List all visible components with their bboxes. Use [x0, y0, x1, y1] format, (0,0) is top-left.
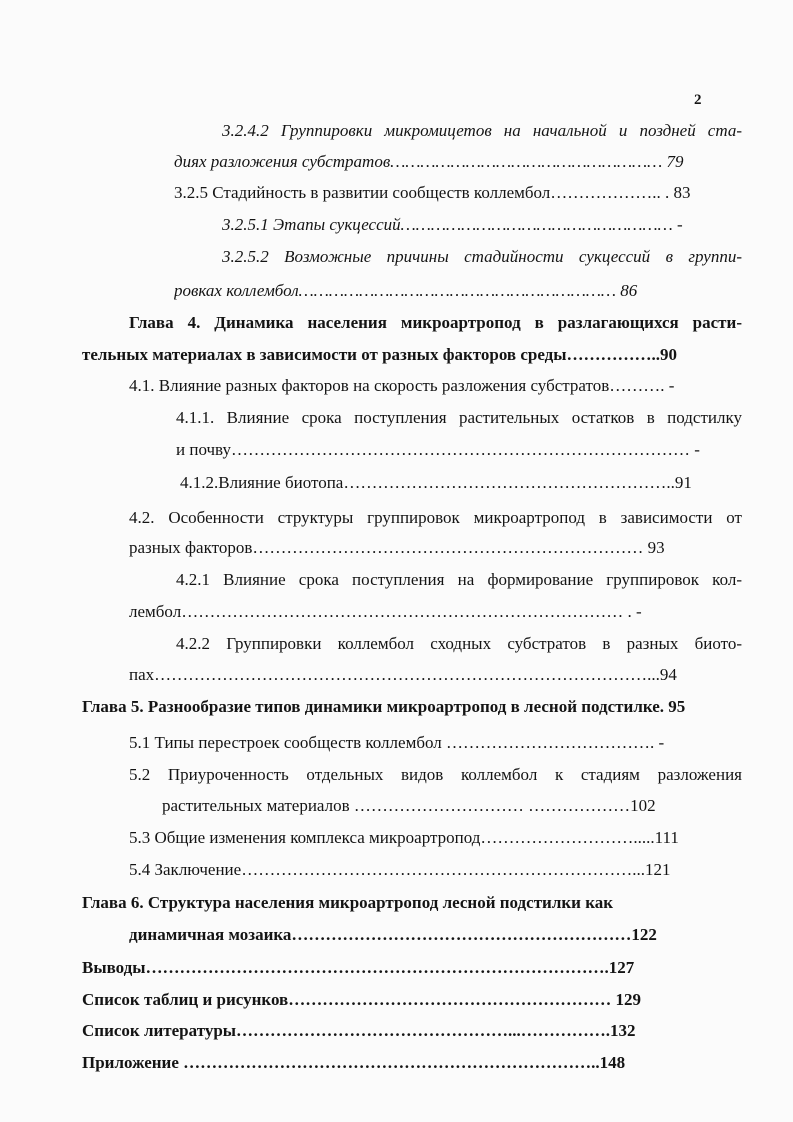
- toc-line: 5.1 Типы перестроек сообществ коллембол ………………………………. -: [129, 733, 665, 752]
- toc-line: Список таблиц и рисунков………………………………………………… 129: [82, 990, 641, 1009]
- toc-line: 3.2.5 Стадийность в развитии сообществ коллембол……………….. . 83: [174, 183, 691, 202]
- toc-line: 3.2.4.2 Группировки микромицетов на начальной и поздней ста-: [222, 121, 742, 140]
- toc-line: лембол…………………………………………………………………… . -: [129, 602, 642, 621]
- toc-line: Список литературы…………………………………………...…………….132: [82, 1021, 636, 1040]
- toc-line: Глава 6. Структура населения микроартропод лесной подстилки как: [82, 893, 614, 912]
- toc-line: и почву……………………………………………………………………… -: [176, 440, 700, 459]
- toc-line: 3.2.5.1 Этапы сукцессий……………………………………………… -: [222, 215, 683, 234]
- toc-line: 5.3 Общие изменения комплекса микроартропод……………………….....111: [129, 828, 679, 847]
- toc-line: тельных материалах в зависимости от разных факторов среды……………..90: [82, 345, 678, 364]
- toc-line: пах……………………………………………………………………………...94: [129, 665, 677, 684]
- toc-line: 4.2.1 Влияние срока поступления на формирование группировок кол-: [176, 570, 742, 589]
- toc-line: 4.1.2.Влияние биотопа…………………………………………………..91: [180, 473, 692, 492]
- toc-line: Глава 4. Динамика населения микроартропод в разлагающихся расти-: [129, 313, 742, 332]
- toc-line: Приложение ………………………………………………………………..148: [82, 1053, 626, 1072]
- toc-line: ровках коллембол……………………………………………………… 86: [174, 281, 638, 300]
- toc-line: 5.2 Приуроченность отдельных видов коллембол к стадиям разложения: [129, 765, 742, 784]
- toc-line: 4.2. Особенности структуры группировок микроартропод в зависимости от: [129, 508, 742, 527]
- toc-line: разных факторов…………………………………………………………… 93: [129, 538, 665, 557]
- toc-line: 5.4 Заключение……………………………………………………………...121: [129, 860, 671, 879]
- toc-line: динамичная мозаика……………………………………………………122: [129, 925, 657, 944]
- toc-line: Выводы……………………………………………………………………….127: [82, 958, 635, 977]
- toc-line: растительных материалов ………………………… ………………102: [162, 796, 656, 815]
- page-number: 2: [694, 92, 702, 108]
- toc-line: диях разложения субстратов……………………………………………… 79: [174, 152, 684, 171]
- toc-line: 4.2.2 Группировки коллембол сходных субстратов в разных биото-: [176, 634, 742, 653]
- toc-line: 3.2.5.2 Возможные причины стадийности сукцессий в группи-: [222, 247, 742, 266]
- toc-line: Глава 5. Разнообразие типов динамики микроартропод в лесной подстилке. 95: [82, 697, 686, 716]
- toc-line: 4.1. Влияние разных факторов на скорость разложения субстратов………. -: [129, 376, 675, 395]
- toc-line: 4.1.1. Влияние срока поступления растительных остатков в подстилку: [176, 408, 742, 427]
